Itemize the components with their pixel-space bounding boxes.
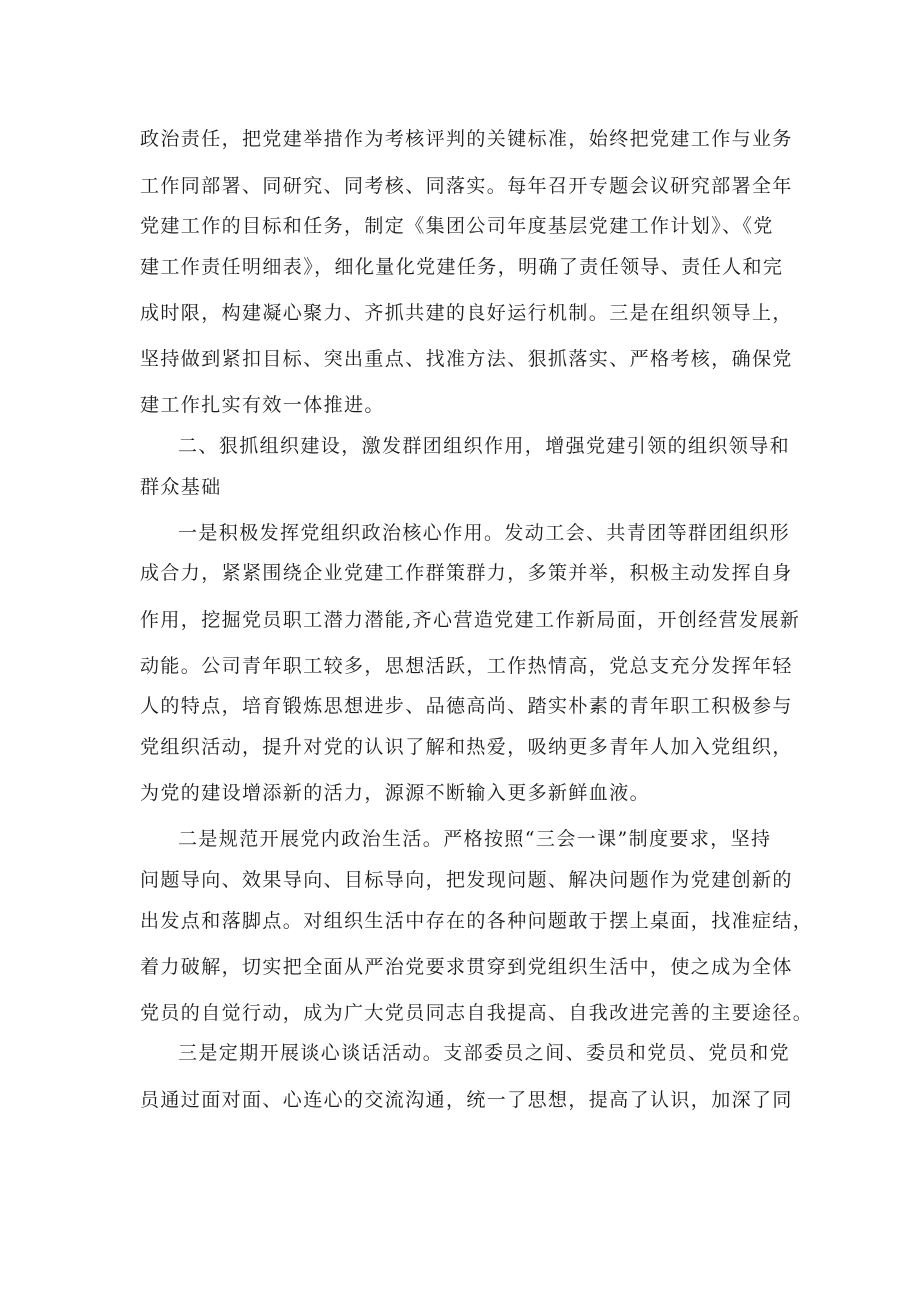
para-1-line-6: 党组织活动，提升对党的认识了解和热爱，吸纳更多青年人加入党组织，: [140, 736, 793, 758]
body-line-7: 建工作扎实有效一体推进。: [140, 394, 385, 416]
para-1-line-3: 作用，挖掘党员职工潜力潜能,齐心营造党建工作新局面，开创经营发展新: [140, 609, 801, 631]
section-heading-line-1: 二、狠抓组织建设，激发群团组织作用，增强党建引领的组织领导和: [178, 435, 791, 457]
para-3-line-1: 三是定期开展谈心谈话活动。支部委员之间、委员和党员、党员和党: [178, 1042, 791, 1064]
para-2-line-5: 党员的自觉行动，成为广大党员同志自我提高、自我改进完善的主要途径。: [140, 1002, 814, 1024]
body-line-3: 党建工作的目标和任务，制定《集团公司年度基层党建工作计划》、《党: [140, 215, 774, 237]
para-1-line-1: 一是积极发挥党组织政治核心作用。发动工会、共青团等群团组织形: [178, 522, 791, 544]
body-line-1: 政治责任，把党建举措作为考核评判的关键标准，始终把党建工作与业务: [140, 128, 793, 150]
para-3-line-2: 员通过面对面、心连心的交流沟通，统一了思想，提高了认识，加深了同: [140, 1089, 793, 1111]
body-line-5: 成时限，构建凝心聚力、齐抓共建的良好运行机制。三是在组织领导上，: [140, 302, 793, 324]
para-2-line-1: 二是规范开展党内政治生活。严格按照“三会一课”制度要求，坚持: [178, 828, 772, 850]
para-2-line-2: 问题导向、效果导向、目标导向，把发现问题、解决问题作为党建创新的: [140, 869, 793, 891]
para-1-line-2: 成合力，紧紧围绕企业党建工作群策群力，多策并举，积极主动发挥自身: [140, 562, 793, 584]
para-1-line-7: 为党的建设增添新的活力，源源不断输入更多新鲜血液。: [140, 782, 651, 804]
body-line-4: 建工作责任明细表》，细化量化党建任务，明确了责任领导、责任人和完: [140, 256, 784, 278]
section-heading-line-2: 群众基础: [140, 476, 222, 498]
para-2-line-3: 出发点和落脚点。对组织生活中存在的各种问题敢于摆上桌面，找准症结，: [140, 910, 814, 932]
para-1-line-5: 人的特点，培育锻炼思想进步、品德高尚、踏实朴素的青年职工积极参与: [140, 695, 793, 717]
para-2-line-4: 着力破解，切实把全面从严治党要求贯穿到党组织生活中，使之成为全体: [140, 956, 793, 978]
body-line-2: 工作同部署、同研究、同考核、同落实。每年召开专题会议研究部署全年: [140, 175, 793, 197]
para-1-line-4: 动能。公司青年职工较多，思想活跃，工作热情高，党总支充分发挥年轻: [140, 655, 793, 677]
body-line-6: 坚持做到紧扣目标、突出重点、找准方法、狠抓落实、严格考核，确保党: [140, 348, 793, 370]
